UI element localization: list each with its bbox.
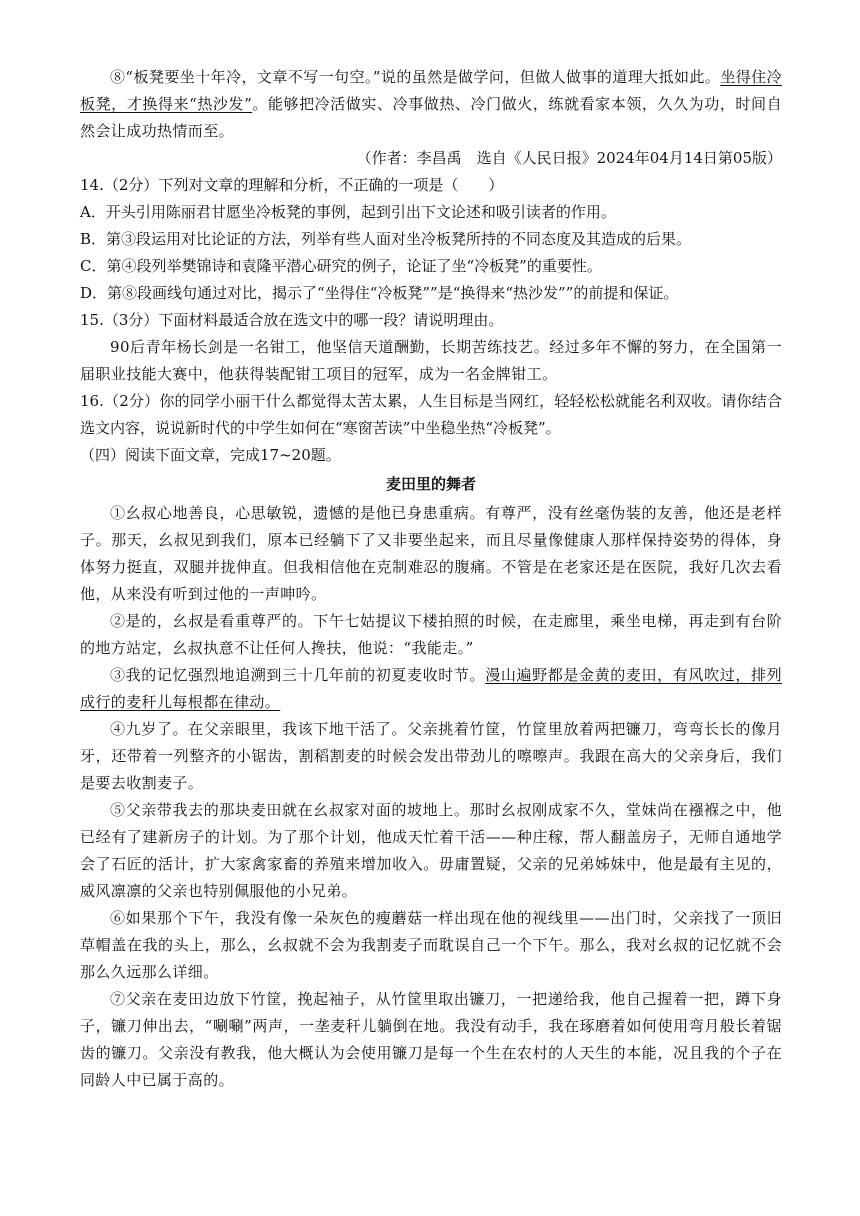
p8-text-b: 。能够把冷活做实、冷事做热、冷门做火，练就看家本领，久久为功，时间自然会让成功热情而至。: [80, 95, 782, 140]
article-paragraph-5: ⑤父亲带我去的那块麦田就在幺叔家对面的坡地上。那时幺叔刚成家不久，堂妹尚在襁褓之中，他已经有了建新房子的计划。为了那个计划，他成天忙着干活——种庄稼，帮人翻盖房子，无师自通地学会了石匠的活计，扩大家禽家畜的养殖来增加收入。毋庸置疑，父亲的兄弟姊妹中，他是最有主见的，威风凛凛的父亲也特别佩服他的小兄弟。: [80, 801, 782, 900]
question-14-option-c: C．第④段列举樊锦诗和袁隆平潜心研究的例子，论证了坐“冷板凳”的重要性。: [80, 257, 602, 275]
question-15-stem: 15.（3分）下面材料最适合放在选文中的哪一段？请说明理由。: [80, 311, 504, 329]
question-15-material: 90后青年杨长剑是一名钳工，他坚信天道酬勤，长期苦练技艺。经过多年不懈的努力，在全国第一届职业技能大赛中，他获得装配钳工项目的冠军，成为一名金牌钳工。: [80, 338, 782, 383]
question-14-option-a: A．开头引用陈丽君甘愿坐冷板凳的事例，起到引出下文论述和吸引读者的作用。: [80, 203, 616, 221]
paragraph-8: [80, 64, 782, 145]
p3-text: ③我的记忆强烈地追溯到三十几年前的初夏麦收时节。: [110, 666, 486, 684]
article-paragraph-6: ⑥如果那个下午，我没有像一朵灰色的瘦蘑菇一样出现在他的视线里——出门时，父亲找了一顶旧草帽盖在我的头上，那么，幺叔就不会为我割麦子而耽误自己一个下午。那么，我对幺叔的记忆就不会那么久远那么详细。: [80, 909, 782, 981]
question-16-stem: 16.（2分）你的同学小丽干什么都觉得太苦太累，人生目标是当网红，轻轻松松就能名利双收。请你结合选文内容，说说新时代的中学生如何在“寒窗苦读”中坐稳坐热“冷板凳”。: [80, 392, 782, 437]
article-paragraph-2: ②是的，幺叔是看重尊严的。下午七姑提议下楼拍照的时候，在走廊里，乘坐电梯，再走到有台阶的地方站定，幺叔执意不让任何人搀扶，他说：“我能走。”: [80, 612, 782, 657]
article-paragraph-1: ①幺叔心地善良，心思敏锐，遗憾的是他已身患重病。有尊严，没有丝毫伪装的友善，他还是老样子。那天，幺叔见到我们，原本已经躺下了又非要坐起来，而且尽量像健康人那样保持姿势的得体，身体努力挺直，双腿并拢伸直。但我相信他在克制难忍的腹痛。不管是在老家还是在医院，我好几次去看他，从来没有听到过他的一声呻吟。: [80, 504, 782, 603]
p8-underlined-sentence: 坐得住冷板凳，才换得来“热沙发”: [80, 68, 782, 113]
section-4-heading: （四）阅读下面文章，完成17~20题。: [80, 446, 341, 464]
p3-underlined-sentence: 漫山遍野都是金黄的麦田，有风吹过，排列成行的麦秆儿每根都在律动。: [80, 666, 782, 711]
article-paragraph-3: [80, 662, 782, 716]
question-14-stem: 14.（2分）下列对文章的理解和分析，不正确的一项是（ ）: [80, 176, 504, 194]
p8-text-a: ⑧“板凳要坐十年冷，文章不写一句空。”说的虽然是做学问，但做人做事的道理大抵如此。: [110, 68, 721, 86]
article-paragraph-4: ④九岁了。在父亲眼里，我该下地干活了。父亲挑着竹筐，竹筐里放着两把镰刀，弯弯长长的像月牙，还带着一列整齐的小锯齿，割稻割麦的时候会发出带劲儿的嚓嚓声。我跟在高大的父亲身后，我们是要去收割麦子。: [80, 720, 782, 792]
article-source: （作者：李昌禹 选自《人民日报》2024年04月14日第05版）: [356, 149, 782, 167]
question-14-option-b: B．第③段运用对比论证的方法，列举有些人面对坐冷板凳所持的不同态度及其造成的后果。: [80, 230, 692, 248]
question-14-option-d: D．第⑧段画线句通过对比，揭示了“坐得住“冷板凳””是“换得来“热沙发””的前提和保证。: [80, 284, 679, 302]
article-title: 麦田里的舞者: [385, 475, 476, 493]
article-paragraph-7: ⑦父亲在麦田边放下竹筐，挽起袖子，从竹筐里取出镰刀，一把递给我，他自己握着一把，蹲下身子，镰刀伸出去，“唰唰”两声，一垄麦秆儿躺倒在地。我没有动手，我在琢磨着如何使用弯月般长着锯齿的镰刀。父亲没有教我，他大概认为会使用镰刀是每一个生在农村的人天生的本能，况且我的个子在同龄人中已属于高的。: [80, 990, 782, 1089]
